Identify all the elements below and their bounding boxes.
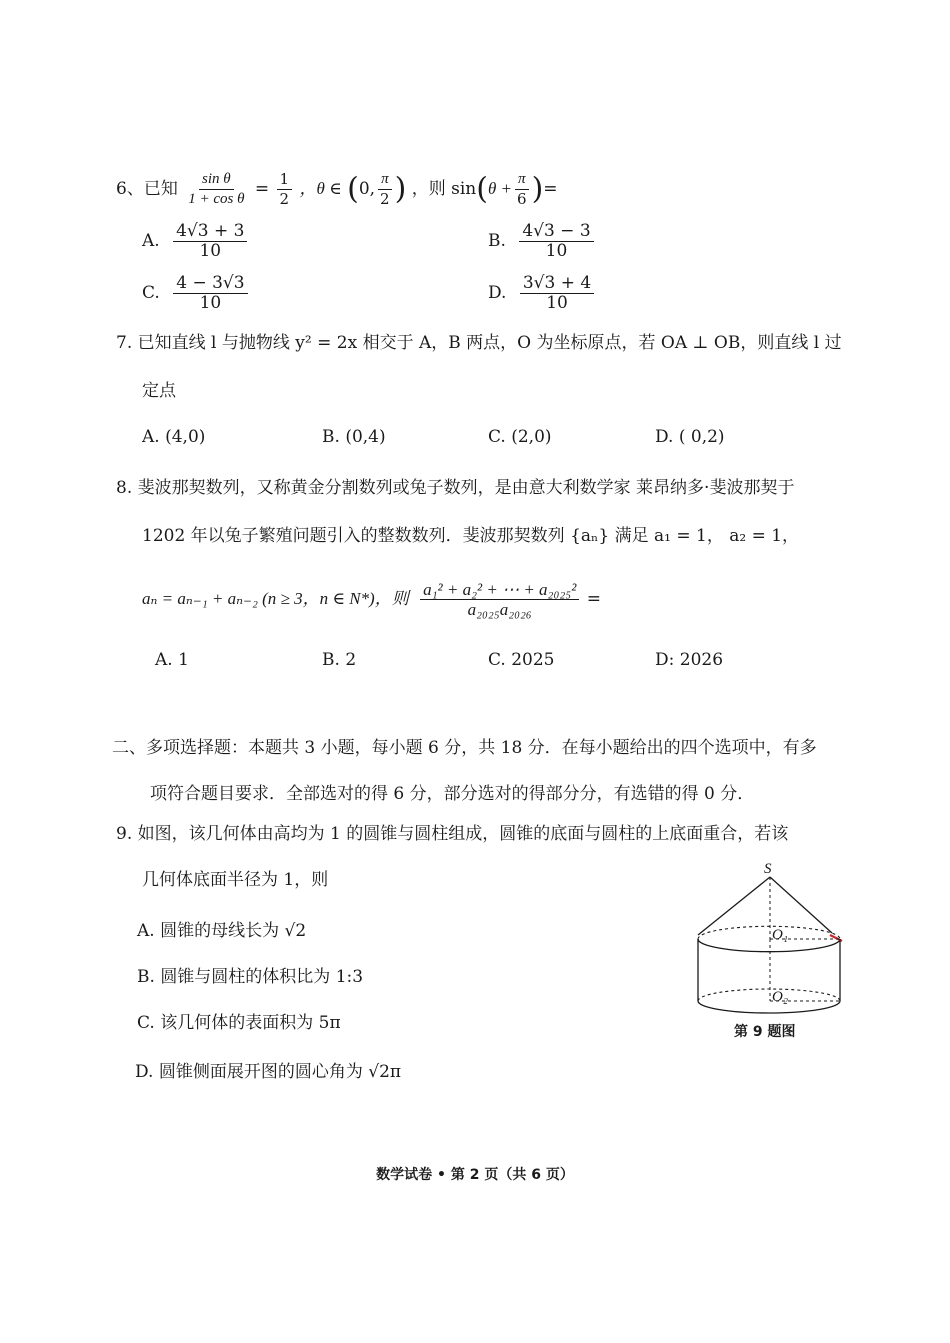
q7-stem-line2: 定点 xyxy=(142,381,176,401)
q9-number: 9. xyxy=(116,824,133,844)
q9-option-a[interactable] xyxy=(137,916,306,941)
q7-option-c-label: C. xyxy=(488,427,506,447)
q8-option-c-text: 2025 xyxy=(511,650,555,670)
q9-stem-line1 xyxy=(116,823,788,845)
q6-rhs-num: 1 xyxy=(277,170,293,190)
q6-equals: = xyxy=(543,179,558,199)
q6-pi: π xyxy=(378,170,392,190)
q8-option-b[interactable] xyxy=(322,650,356,670)
figure-caption: 第 9 题图 xyxy=(734,1024,796,1040)
q6-lhs-num: sin θ xyxy=(199,170,234,190)
q8-option-c-label: C. xyxy=(488,650,506,670)
q8-number: 8. xyxy=(116,478,133,498)
q7-option-a-text: (4,0) xyxy=(165,427,206,447)
q7-option-a-label: A. xyxy=(142,427,160,447)
q7-line1-text: 已知直线 l 与抛物线 y² = 2x 相交于 A，B 两点，O 为坐标原点，若 OA ⊥ OB，则直线 l 过 xyxy=(137,333,842,353)
q6-rhs-fraction xyxy=(277,170,293,209)
q8-stem-line1 xyxy=(116,477,794,499)
q6-option-a-label: A. xyxy=(142,231,160,251)
q6-number: 6、 xyxy=(116,179,144,199)
q7-option-b[interactable] xyxy=(322,427,386,447)
q9-stem-line2: 几何体底面半径为 1，则 xyxy=(142,870,329,890)
q7-option-d-text: ( 0,2) xyxy=(678,427,725,447)
q9-line1-text: 如图，该几何体由高均为 1 的圆锥与圆柱组成，圆锥的底面与圆柱的上底面重合，若该 xyxy=(137,824,789,844)
q6-option-a[interactable] xyxy=(142,222,249,261)
q6-option-a-num: 4√3 + 3 xyxy=(173,222,247,242)
q6-option-d[interactable] xyxy=(488,274,596,313)
q9-option-b-text: 圆锥与圆柱的体积比为 1:3 xyxy=(160,967,364,987)
q7-option-d[interactable] xyxy=(655,427,725,447)
q8-line1-text: 斐波那契数列，又称黄金分割数列或兔子数列，是由意大利数学家 莱昂纳多·斐波那契于 xyxy=(137,478,795,498)
q9-option-c-label: C. xyxy=(137,1013,155,1033)
q6-option-c-den: 10 xyxy=(199,293,222,313)
q6-stem: 6、已知 $\frac{\text{sin θ}}{\text{1 + cos θ}}$ = $\frac{1}{2}$ ，θ ∈ (0, $\frac{\pi}{2}$ ) ，则 sin(θ + $\frac{\pi}{6}$ )= xyxy=(116,170,558,208)
q6-option-c[interactable] xyxy=(142,274,250,313)
q6-option-d-num: 3√3 + 4 xyxy=(520,274,594,294)
q6-option-c-label: C. xyxy=(142,283,160,303)
q8-fraction-num: a₁² + a₂² + ⋯ + a₂₀₂₅² xyxy=(420,580,579,600)
q8-option-d[interactable] xyxy=(655,650,723,670)
page-footer: 数学试卷 • 第 2 页（共 6 页） xyxy=(376,1167,574,1183)
q9-option-d-label: D. xyxy=(135,1062,154,1082)
cone-left-generatrix xyxy=(698,877,770,935)
q7-number: 7. xyxy=(116,333,133,353)
q6-option-a-fraction xyxy=(173,222,247,261)
q8-stem-line3 xyxy=(142,580,601,619)
q8-option-b-text: 2 xyxy=(345,650,357,670)
q6-option-b[interactable] xyxy=(488,222,596,261)
q7-option-c-text: (2,0) xyxy=(511,427,552,447)
q8-recurrence: aₙ = aₙ₋₁ + aₙ₋₂ (n ≥ 3，n ∈ N*)，则 xyxy=(142,589,409,608)
q6-option-a-den: 10 xyxy=(199,241,222,261)
q7-option-c[interactable] xyxy=(488,427,552,447)
q6-six: 6 xyxy=(517,190,527,208)
apex-label: S xyxy=(764,861,772,877)
q6-pi-sixth: $\frac{\pi}{6}$ xyxy=(514,170,530,209)
q9-option-d-text: 圆锥侧面展开图的圆心角为 √2π xyxy=(158,1062,402,1082)
q8-stem-line2: 1202 年以兔子繁殖问题引入的整数数列．斐波那契数列 {aₙ} 满足 a₁ = 1， a₂ = 1， xyxy=(142,526,800,546)
q6-option-d-den: 10 xyxy=(546,293,568,313)
q6-two: 2 xyxy=(380,190,390,208)
q6-option-b-fraction xyxy=(519,222,593,261)
section2-line1: 二、多项选择题：本题共 3 小题，每小题 6 分，共 18 分．在每小题给出的四个选项中，有多 xyxy=(112,738,817,758)
q7-option-b-label: B. xyxy=(322,427,340,447)
q8-option-a[interactable] xyxy=(155,650,189,670)
q7-stem-line1 xyxy=(116,332,842,354)
q8-option-a-text: 1 xyxy=(178,650,189,670)
q6-option-b-label: B. xyxy=(488,231,506,251)
q9-option-b[interactable] xyxy=(137,962,363,987)
q8-option-d-label: D: xyxy=(655,650,675,670)
q7-option-b-text: (0,4) xyxy=(345,427,386,447)
q8-option-d-text: 2026 xyxy=(679,650,724,670)
bottom-ellipse-front xyxy=(698,1001,840,1013)
q9-option-d[interactable] xyxy=(135,1057,401,1082)
bottom-center-label: O₂ xyxy=(772,989,789,1005)
q6-option-b-den: 10 xyxy=(545,241,568,261)
q8-fraction-den: a₂₀₂₅a₂₀₂₆ xyxy=(467,600,532,619)
q6-rhs-den: 2 xyxy=(279,190,290,208)
top-center-label: O₁ xyxy=(772,927,789,943)
top-ellipse-back xyxy=(698,926,840,939)
q9-option-a-text: 圆锥的母线长为 √2 xyxy=(160,921,307,941)
q6-domain: ，θ ∈ xyxy=(299,179,342,198)
q6-then: ，则 sin xyxy=(411,179,477,199)
q6-option-c-fraction xyxy=(173,274,247,313)
q7-option-d-label: D. xyxy=(655,427,674,447)
q6-lhs-fraction xyxy=(185,170,247,209)
q6-lhs-den: 1 + cos θ xyxy=(188,191,245,207)
q9-option-a-label: A. xyxy=(137,921,155,941)
q6-theta-plus: θ + xyxy=(487,179,513,198)
q8-option-a-label: A. xyxy=(155,650,173,670)
cone-right-generatrix xyxy=(770,877,832,933)
q9-option-c-text: 该几何体的表面积为 5π xyxy=(160,1013,341,1033)
q8-fraction xyxy=(420,580,579,619)
q9-option-b-label: B. xyxy=(137,967,155,987)
q8-option-c[interactable] xyxy=(488,650,554,670)
q9-option-c[interactable] xyxy=(137,1008,341,1033)
q6-option-d-label: D. xyxy=(488,283,507,303)
q9-figure xyxy=(690,855,855,1040)
bottom-ellipse-back xyxy=(698,989,840,1001)
q8-equals: = xyxy=(586,589,601,609)
section2-line2: 项符合题目要求．全部选对的得 6 分，部分选对的得部分分，有选错的得 0 分． xyxy=(150,784,755,804)
q6-pi-half xyxy=(377,170,393,209)
q7-option-a[interactable] xyxy=(142,427,205,447)
q6-prefix: 已知 xyxy=(143,179,178,199)
top-ellipse-front xyxy=(698,939,840,952)
q8-option-b-label: B. xyxy=(322,650,340,670)
q6-option-c-num: 4 − 3√3 xyxy=(173,274,247,294)
q6-option-d-fraction xyxy=(520,274,594,313)
q6-option-b-num: 4√3 − 3 xyxy=(519,222,593,242)
